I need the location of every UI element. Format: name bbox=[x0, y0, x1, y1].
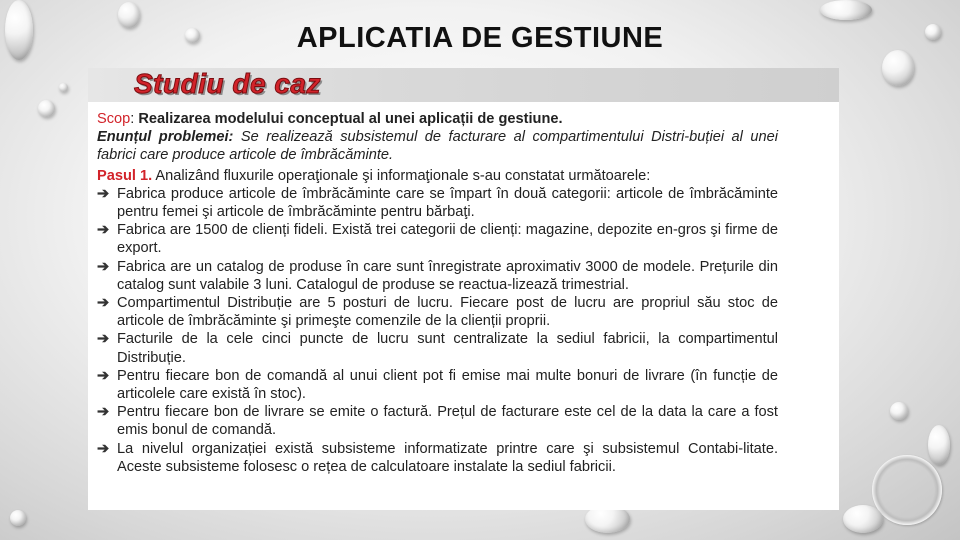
slide-title: APLICATIA DE GESTIUNE bbox=[296, 22, 664, 54]
scope-sep: : bbox=[130, 111, 135, 127]
arrow-icon: ➔ bbox=[97, 367, 110, 384]
water-drop-decoration bbox=[872, 455, 942, 525]
list-item bbox=[97, 294, 778, 330]
list-item bbox=[97, 185, 778, 221]
problem-statement bbox=[97, 128, 778, 164]
banner-title: Studiu de caz bbox=[134, 68, 321, 99]
step-text: Analizând fluxurile operaţionale şi informaţionale s-au constatat următoarele: bbox=[155, 167, 651, 184]
arrow-icon: ➔ bbox=[97, 440, 110, 457]
list-item-text: Fabrica are un catalog de produse în care sunt înregistrate aproximativ 3000 de modele. Prețurile din catalog sunt valabile 3 luni. Catalogul de produse se reactua-lizează trimestrial. bbox=[117, 258, 778, 293]
list-item-text: Pentru fiecare bon de comandă al unui client pot fi emise mai multe bonuri de livrare (în funcție de articolele care există în stoc). bbox=[117, 367, 778, 403]
list-item bbox=[97, 367, 778, 403]
water-drop-decoration bbox=[820, 0, 872, 20]
water-drop-decoration bbox=[890, 402, 908, 420]
problem-text: Se realizează subsistemul de facturare al compartimentului Distri-buției al unei fabrici care produce articole de îmbrăcăminte. bbox=[97, 129, 778, 164]
water-drop-decoration bbox=[928, 425, 950, 465]
step-label: Pasul 1. bbox=[97, 167, 153, 184]
list-item-text: La nivelul organizației există subsisteme informatizate printre care şi subsistemul Contabi-litate. Aceste subsisteme folosesc o rețea de calculatoare instalate la sediul fabricii. bbox=[117, 440, 778, 475]
list-item-text: Facturile de la cele cinci puncte de lucru sunt centralizate la sediul fabricii, la compartimentul Distribuție. bbox=[117, 331, 778, 366]
list-item bbox=[97, 221, 778, 257]
arrow-icon: ➔ bbox=[97, 331, 110, 348]
problem-label: Enunțul problemei: bbox=[97, 129, 234, 146]
list-item bbox=[97, 330, 778, 366]
list-item-text: Compartimentul Distribuție are 5 posturi de lucru. Fiecare post de lucru are propriul său stoc de articole de îmbrăcăminte şi primeşte comenzile de la clienții proprii. bbox=[117, 295, 778, 330]
water-drop-decoration bbox=[843, 505, 883, 533]
case-study-document bbox=[88, 68, 839, 510]
scope-label: Scop bbox=[97, 111, 131, 127]
list-item bbox=[97, 258, 778, 294]
list-item bbox=[97, 403, 778, 439]
list-item-text: Fabrica are 1500 de clienți fideli. Există trei categorii de clienți: magazine, depozite en-gros şi firme de export. bbox=[117, 222, 778, 257]
scope-line bbox=[97, 110, 778, 128]
scope-text: Realizarea modelului conceptual al unei aplicații de gestiune. bbox=[138, 111, 563, 127]
arrow-icon: ➔ bbox=[97, 222, 110, 239]
list-item-text: Fabrica produce articole de îmbrăcăminte care se împart în două categorii: articole de îmbrăcăminte pentru femei şi articole de îmbrăcăminte pentru bărbaţi. bbox=[117, 185, 778, 221]
arrow-icon: ➔ bbox=[97, 258, 110, 275]
step-heading bbox=[97, 167, 778, 185]
case-study-banner bbox=[88, 68, 839, 102]
water-drop-decoration bbox=[10, 510, 26, 526]
arrow-icon: ➔ bbox=[97, 404, 110, 421]
list-item-text: Pentru fiecare bon de livrare se emite o factură. Prețul de facturare este cel de la data la care a fost emis bonul de comandă. bbox=[117, 404, 778, 439]
arrow-icon: ➔ bbox=[97, 295, 110, 312]
document-body bbox=[97, 110, 778, 476]
list-item bbox=[97, 440, 778, 476]
arrow-icon: ➔ bbox=[97, 185, 110, 202]
water-drop-decoration bbox=[38, 100, 55, 117]
water-drop-decoration bbox=[882, 50, 914, 86]
water-drop-decoration bbox=[59, 83, 68, 92]
